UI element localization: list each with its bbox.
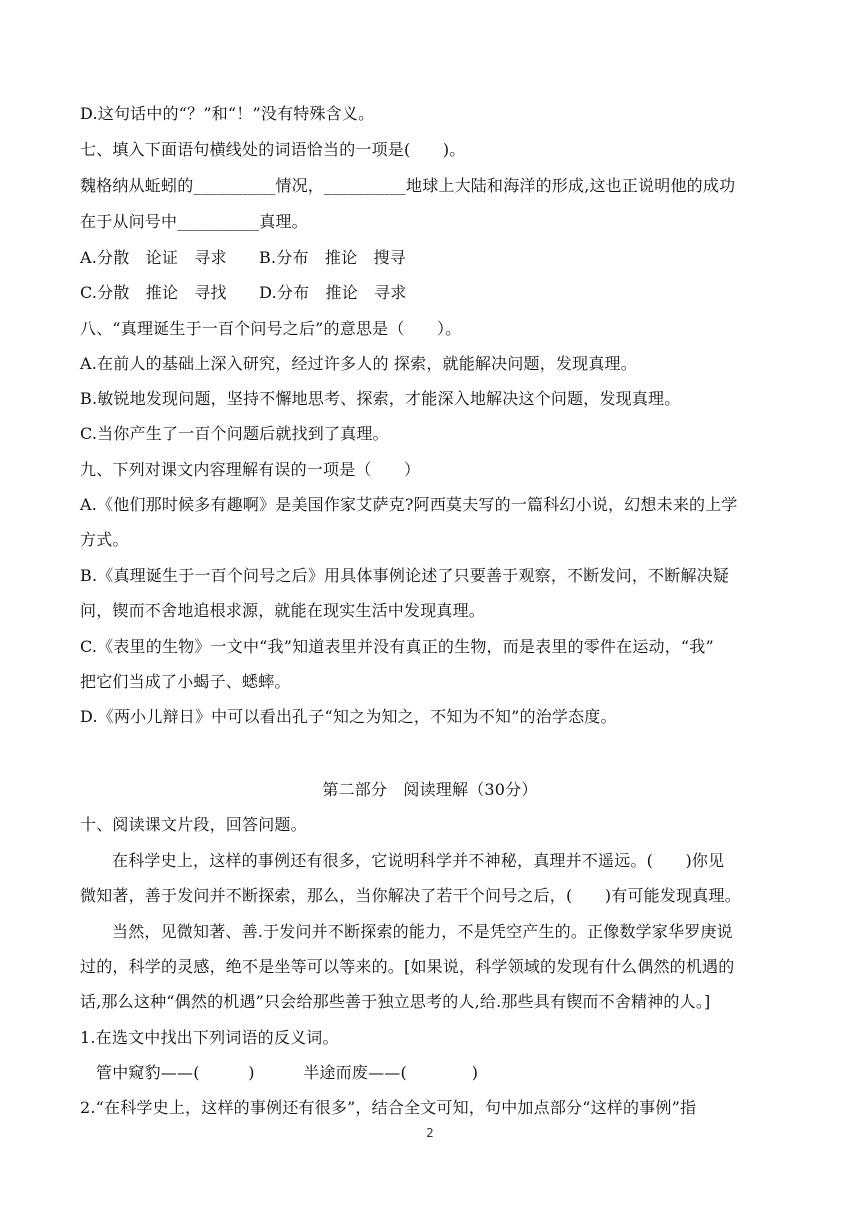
subquestion-1: 1.在选文中找出下列词语的反义词。 [80,1028,339,1047]
section-heading: 第二部分 阅读理解（30分） [322,780,538,799]
q7-sentence-line1: 魏格纳从蚯蚓的__________情况，__________地球上大陆和海洋的形成,这也正说明他的成功 [80,176,736,195]
passage-p2-line2: 过的，科学的灵感，绝不是坐等可以等来的。[如果说，科学领域的发现有什么偶然的机遇的 [80,957,735,976]
q7-sentence-line2: 在于从问号中__________真理。 [80,212,308,231]
q8-option-a: A.在前人的基础上深入研究，经过许多人的 探索，就能解决问题，发现真理。 [80,354,637,373]
option-d-q6: D.这句话中的“？”和“！”没有特殊含义。 [80,104,375,123]
question-7: 七、填入下面语句横线处的词语恰当的一项是( )。 [80,140,466,159]
question-10: 十、阅读课文片段，回答问题。 [80,815,307,834]
q7-options-ab: A.分散 论证 寻求 B.分布 推论 搜寻 [80,248,406,267]
page-number: 2 [426,1126,434,1140]
q9-option-b-line1: B.《真理诞生于一百个问号之后》用具体事例论述了只要善于观察，不断发问，不断解决疑 [80,566,730,585]
subquestion-2: 2.“在科学史上，这样的事例还有很多”，结合全文可知，句中加点部分“这样的事例”指 [80,1098,697,1117]
subquestion-1-blanks: 管中窥豹——( ) 半途而废——( ) [96,1063,479,1082]
q9-option-b-line2: 问，锲而不舍地追根求源，就能在现实生活中发现真理。 [80,601,486,620]
q7-options-cd: C.分散 推论 寻找 D.分布 推论 寻求 [80,283,407,302]
passage-p1-line2: 微知著，善于发问并不断探索，那么，当你解决了若干个问号之后，( )有可能发现真理。 [80,886,741,905]
passage-p2-line1: 当然，见微知著、善.于发问并不断探索的能力，不是凭空产生的。正像数学家华罗庚说 [112,922,733,941]
q9-option-c-line2: 把它们当成了小蝎子、蟋蟀。 [80,672,291,691]
q8-option-c: C.当你产生了一百个问题后就找到了真理。 [80,424,389,443]
q8-option-b: B.敏锐地发现问题，坚持不懈地思考、探索，才能深入地解决这个问题，发现真理。 [80,389,681,408]
passage-p1-line1: 在科学史上，这样的事例还有很多，它说明科学并不神秘，真理并不遥远。( )你见 [112,851,725,870]
question-9: 九、下列对课文内容理解有误的一项是（ ） [80,460,421,479]
q9-option-d: D.《两小儿辩日》中可以看出孔子“知之为知之，不知为不知”的治学态度。 [80,707,617,726]
q9-option-a-line2: 方式。 [80,530,129,549]
passage-p2-line3: 话,那么这种“偶然的机遇”只会给那些善于独立思考的人,给.那些具有锲而不舍精神的人。] [80,992,711,1011]
question-8: 八、“真理诞生于一百个问号之后”的意思是（ ）。 [80,319,462,338]
q9-option-c-line1: C.《表里的生物》一文中“我”知道表里并没有真正的生物，而是表里的零件在运动，“我” [80,637,714,656]
q9-option-a-line1: A.《他们那时候多有趣啊》是美国作家艾萨克?阿西莫夫写的一篇科幻小说，幻想未来的上学 [80,495,738,514]
